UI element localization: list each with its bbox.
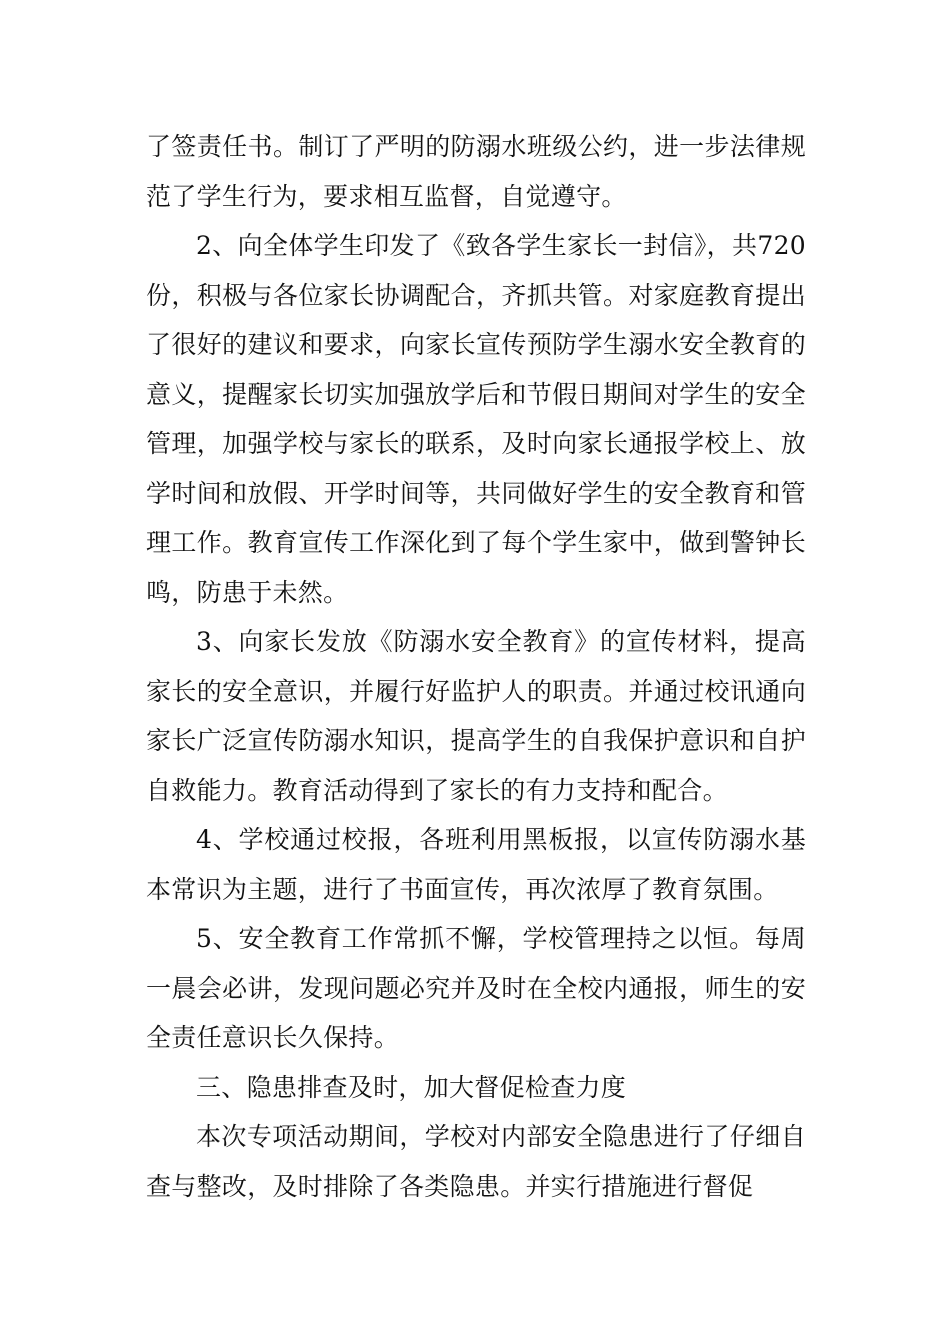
section-heading-3: 三、隐患排查及时，加大督促检查力度: [196, 1072, 627, 1102]
paragraph-item-4: 4、学校通过校报，各班利用黑板报，以宣传防溺水基本常识为主题，进行了书面宣传，再次浓厚了教育氛围。: [146, 825, 806, 904]
paragraph-item-5: 5、安全教育工作常抓不懈，学校管理持之以恒。每周一晨会必讲，发现问题必究并及时在全校内通报，师生的安全责任意识长久保持。: [146, 924, 806, 1052]
paragraph-section-3-body: 本次专项活动期间，学校对内部安全隐患进行了仔细自查与整改，及时排除了各类隐患。并实行措施进行督促: [146, 1122, 806, 1201]
paragraph-item-2: 2、向全体学生印发了《致各学生家长一封信》，共720份，积极与各位家长协调配合，齐抓共管。对家庭教育提出了很好的建议和要求，向家长宣传预防学生溺水安全教育的意义，提醒家长切实加强放学后和节假日期间对学生的安全管理，加强学校与家长的联系，及时向家长通报学校上、放学时间和放假、开学时间等，共同做好学生的安全教育和管理工作。教育宣传工作深化到了每个学生家中，做到警钟长鸣，防患于未然。: [146, 231, 806, 607]
paragraph-continued: 了签责任书。制订了严明的防溺水班级公约，进一步法律规范了学生行为，要求相互监督，自觉遵守。: [146, 132, 806, 211]
paragraph-item-3: 3、向家长发放《防溺水安全教育》的宣传材料，提高家长的安全意识，并履行好监护人的职责。并通过校讯通向家长广泛宣传防溺水知识，提高学生的自我保护意识和自护自救能力。教育活动得到了家长的有力支持和配合。: [146, 627, 806, 805]
body-text: [146, 122, 806, 1211]
